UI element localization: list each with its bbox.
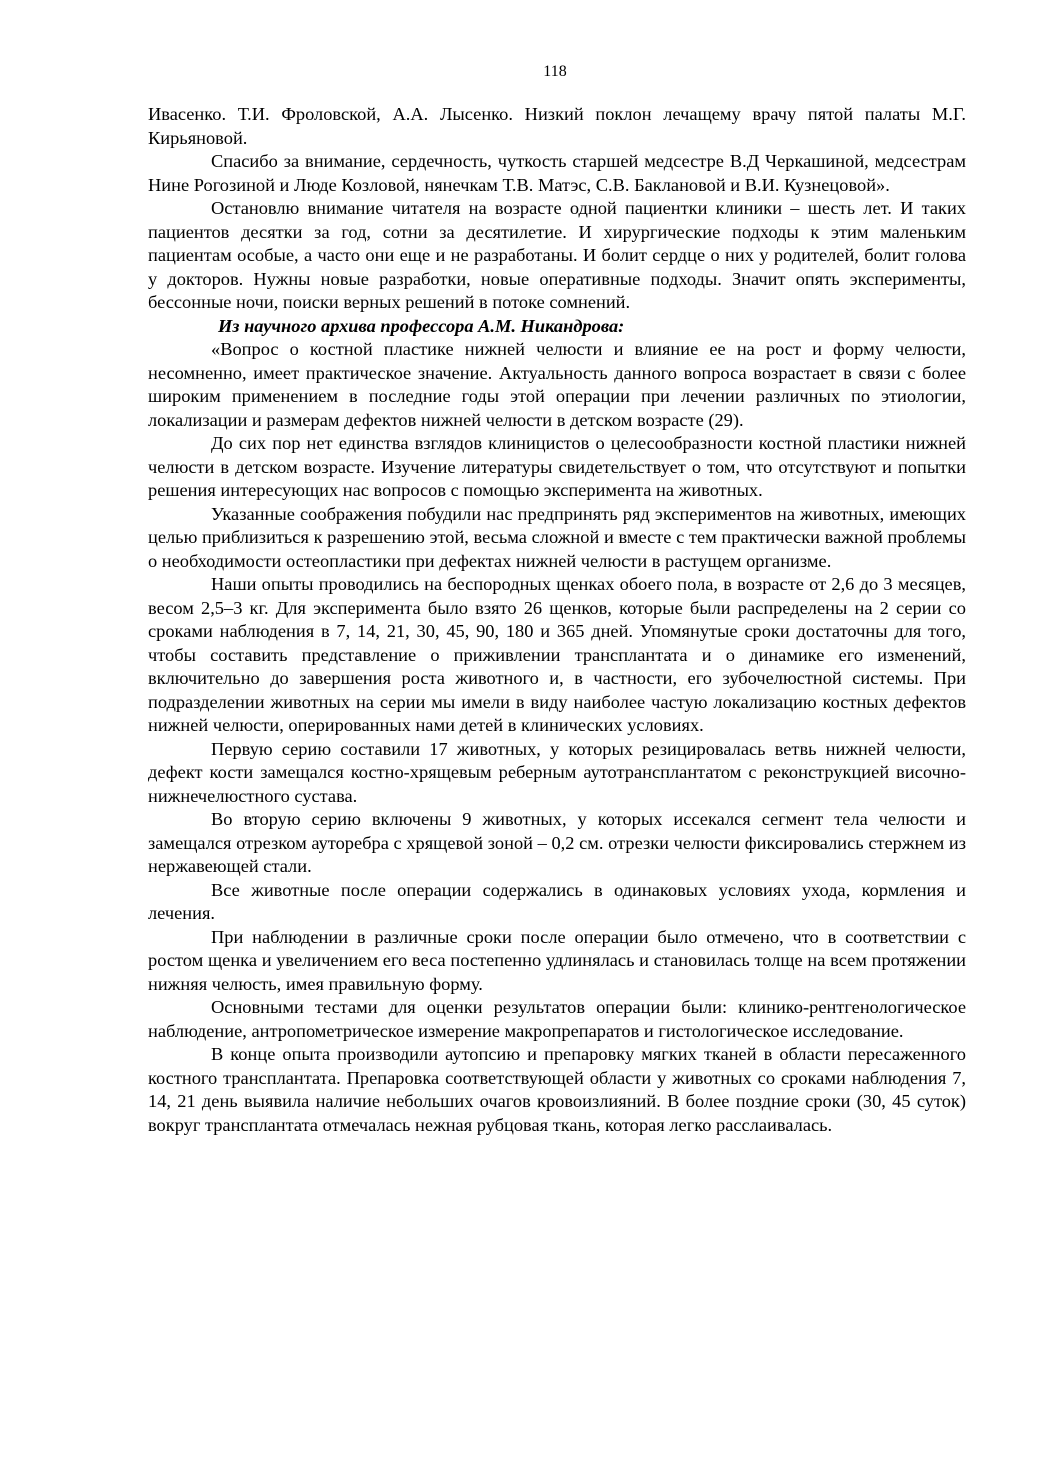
paragraph: Остановлю внимание читателя на возрасте одной пациентки клиники – шесть лет. И таких пациентов десятки за год, сотни за десятилетие. И хирургические подходы к этим маленьким пациентам особые, а часто они еще и не разработаны. И болит сердце о них у родителей, болит голова у докторов. Нужны новые разработки, новые оперативные подходы. Значит опять эксперименты, бессонные ночи, поиски верных решений в потоке сомнений. [148, 198, 966, 312]
paragraph: «Вопрос о костной пластике нижней челюсти и влияние ее на рост и форму челюсти, несомненно, имеет практическое значение. Актуальность данного вопроса возрастает в связи с более широким применением в последние годы этой операции при лечении различных по этиологии, локализации и размерам дефектов нижней челюсти в детском возрасте (29). [148, 339, 966, 430]
paragraph: Первую серию составили 17 животных, у которых резицировалась ветвь нижней челюсти, дефект кости замещался костно-хрящевым реберным аутотрансплантатом с реконструкцией височно-нижнечелюстного сустава. [148, 738, 966, 806]
paragraph: Во вторую серию включены 9 животных, у которых иссекался сегмент тела челюсти и замещался отрезком ауторебра с хрящевой зоной – 0,2 см. отрезки челюсти фиксировались стержнем из нержавеющей стали. [148, 809, 966, 876]
paragraph: Все животные после операции содержались в одинаковых условиях ухода, кормления и лечения. [148, 879, 966, 923]
paragraph: Ивасенко. Т.И. Фроловской, А.А. Лысенко. Низкий поклон лечащему врачу пятой палаты М.Г. Кирьяновой. [148, 104, 966, 148]
paragraph: При наблюдении в различные сроки после операции было отмечено, что в соответствии с ростом щенка и увеличением его веса постепенно удлинялась и становилась толще на всем протяжении нижняя челюсть, имея правильную форму. [148, 926, 966, 994]
section-heading: Из научного архива профессора А.М. Никандрова: [218, 315, 625, 336]
paragraph: До сих пор нет единства взглядов клиницистов о целесообразности костной пластики нижней челюсти в детском возрасте. Изучение литературы свидетельствует о том, что отсутствуют и попытки решения интересующих нас вопросов с помощью эксперимента на животных. [148, 433, 966, 500]
page-number: 118 [543, 63, 567, 80]
paragraph: В конце опыта производили аутопсию и препаровку мягких тканей в области пересаженного костного трансплантата. Препаровка соответствующей области у животных со сроками наблюдения 7, 14, 21 день выявила наличие небольших очагов кровоизлияний. В более поздние сроки (30, 45 суток) вокруг трансплантата отмечалась нежная рубцовая ткань, которая легко расслаивалась. [148, 1044, 966, 1135]
paragraph: Основными тестами для оценки результатов операции были: клинико-рентгенологическое наблюдение, антропометрическое измерение макропрепаратов и гистологическое исследование. [148, 997, 966, 1041]
page-text [148, 103, 966, 1137]
paragraph: Указанные соображения побудили нас предпринять ряд экспериментов на животных, имеющих целью приблизиться к разрешению этой, весьма сложной и вместе с тем практически важной проблемы о необходимости остеопластики при дефектах нижней челюсти в растущем организме. [148, 503, 966, 571]
paragraph: Спасибо за внимание, сердечность, чуткость старшей медсестре В.Д Черкашиной, медсестрам Нине Рогозиной и Люде Козловой, нянечкам Т.В. Матэс, С.В. Баклановой и В.И. Кузнецовой». [148, 151, 966, 195]
paragraph: Наши опыты проводились на беспородных щенках обоего пола, в возрасте от 2,6 до 3 месяцев, весом 2,5–3 кг. Для эксперимента было взято 26 щенков, которые были распределены на 2 серии со сроками наблюдения в 7, 14, 21, 30, 45, 90, 180 и 365 дней. Упомянутые сроки достаточны для того, чтобы составить представление о приживлении трансплантата и о динамике его изменений, включительно до завершения роста животного и, в частности, его зубочелюстной системы. При подразделении животных на серии мы имели в виду наиболее частую локализацию костных дефектов нижней челюсти, оперированных нами детей в клинических условиях. [148, 574, 966, 735]
